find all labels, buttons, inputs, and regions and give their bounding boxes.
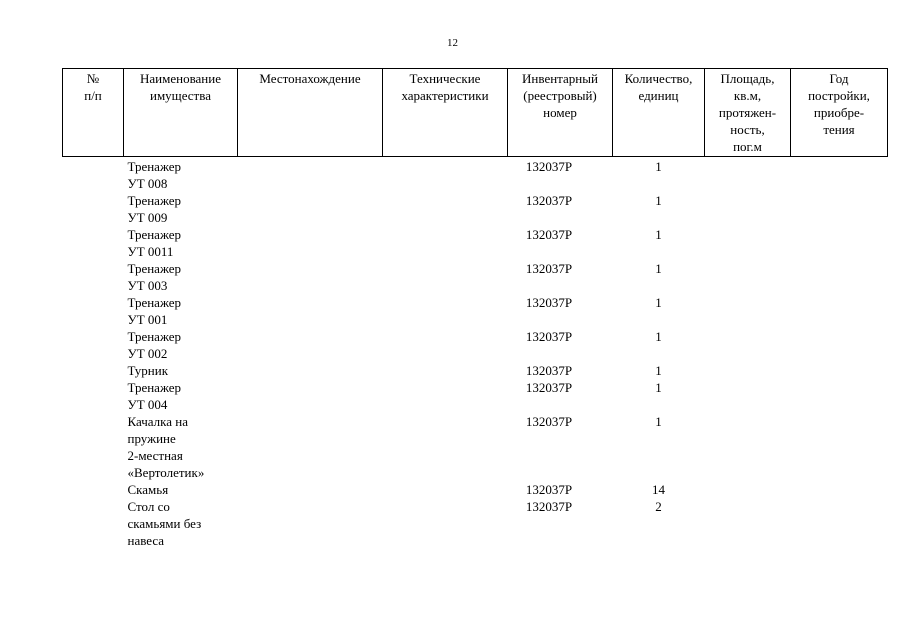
- cell-row-number: [63, 362, 124, 379]
- table-row: [63, 379, 888, 413]
- cell-property-name: Тренажер УТ 001: [127, 295, 182, 327]
- header-technical-specs: Технические характеристики: [383, 69, 508, 157]
- cell-row-number: [63, 328, 124, 362]
- header-location: Местонахождение: [238, 69, 383, 157]
- cell-technical-specs: [383, 498, 508, 549]
- cell-technical-specs: [383, 157, 508, 193]
- cell-location: [238, 294, 383, 328]
- table-row: [63, 498, 888, 549]
- cell-property-name: Стол со скамьями без навеса: [127, 499, 202, 548]
- table-row: [63, 328, 888, 362]
- cell-area-length: [705, 481, 791, 498]
- cell-quantity: 1: [655, 159, 662, 174]
- cell-quantity: 2: [655, 499, 662, 514]
- cell-year-built: [791, 481, 888, 498]
- property-register-table: [62, 68, 888, 549]
- cell-quantity: 14: [652, 482, 665, 497]
- cell-year-built: [791, 362, 888, 379]
- cell-year-built: [791, 294, 888, 328]
- cell-inventory-number: 132037Р: [525, 380, 573, 395]
- table-row: [63, 192, 888, 226]
- cell-quantity: 1: [655, 261, 662, 276]
- cell-technical-specs: [383, 328, 508, 362]
- cell-quantity: 1: [655, 193, 662, 208]
- cell-year-built: [791, 192, 888, 226]
- header-quantity: Количество, единиц: [613, 69, 705, 157]
- cell-year-built: [791, 413, 888, 481]
- header-row: [63, 69, 888, 157]
- header-property-name: Наименование имущества: [124, 69, 238, 157]
- cell-property-name: Качалка на пружине 2-местная «Вертолетик»: [127, 414, 205, 480]
- cell-area-length: [705, 226, 791, 260]
- cell-area-length: [705, 328, 791, 362]
- cell-row-number: [63, 260, 124, 294]
- cell-inventory-number: 132037Р: [525, 329, 573, 344]
- cell-quantity: 1: [655, 363, 662, 378]
- cell-inventory-number: 132037Р: [525, 363, 573, 378]
- cell-row-number: [63, 157, 124, 193]
- cell-inventory-number: 132037Р: [525, 482, 573, 497]
- cell-row-number: [63, 226, 124, 260]
- table-row: [63, 226, 888, 260]
- cell-technical-specs: [383, 413, 508, 481]
- cell-property-name: Скамья: [127, 482, 169, 497]
- cell-row-number: [63, 481, 124, 498]
- cell-location: [238, 260, 383, 294]
- cell-technical-specs: [383, 481, 508, 498]
- cell-inventory-number: 132037Р: [525, 414, 573, 429]
- header-area-length: Площадь, кв.м, протяжен- ность, пог.м: [705, 69, 791, 157]
- cell-location: [238, 157, 383, 193]
- cell-quantity: 1: [655, 414, 662, 429]
- cell-property-name: Тренажер УТ 003: [127, 261, 182, 293]
- table-body: [63, 157, 888, 550]
- cell-technical-specs: [383, 260, 508, 294]
- cell-row-number: [63, 413, 124, 481]
- cell-technical-specs: [383, 379, 508, 413]
- cell-area-length: [705, 498, 791, 549]
- cell-area-length: [705, 294, 791, 328]
- cell-location: [238, 379, 383, 413]
- page-number: 12: [447, 37, 458, 49]
- cell-location: [238, 226, 383, 260]
- cell-inventory-number: 132037Р: [525, 499, 573, 514]
- cell-year-built: [791, 157, 888, 193]
- table-row: [63, 157, 888, 193]
- header-row-number: № п/п: [63, 69, 124, 157]
- cell-row-number: [63, 498, 124, 549]
- table-row: [63, 260, 888, 294]
- cell-location: [238, 498, 383, 549]
- cell-property-name: Тренажер УТ 009: [127, 193, 182, 225]
- table-row: [63, 481, 888, 498]
- header-inventory-number: Инвентарный (реестровый) номер: [508, 69, 613, 157]
- cell-year-built: [791, 379, 888, 413]
- cell-area-length: [705, 413, 791, 481]
- cell-property-name: Турник: [127, 363, 169, 378]
- cell-inventory-number: 132037Р: [525, 227, 573, 242]
- cell-row-number: [63, 379, 124, 413]
- cell-technical-specs: [383, 226, 508, 260]
- cell-area-length: [705, 379, 791, 413]
- cell-location: [238, 192, 383, 226]
- cell-area-length: [705, 260, 791, 294]
- cell-area-length: [705, 362, 791, 379]
- cell-year-built: [791, 226, 888, 260]
- cell-inventory-number: 132037Р: [525, 261, 573, 276]
- table-row: [63, 294, 888, 328]
- cell-location: [238, 362, 383, 379]
- cell-property-name: Тренажер УТ 002: [127, 329, 182, 361]
- cell-row-number: [63, 294, 124, 328]
- cell-area-length: [705, 157, 791, 193]
- cell-property-name: Тренажер УТ 0011: [127, 227, 182, 259]
- cell-year-built: [791, 260, 888, 294]
- cell-inventory-number: 132037Р: [525, 295, 573, 310]
- cell-quantity: 1: [655, 329, 662, 344]
- cell-property-name: Тренажер УТ 008: [127, 159, 182, 191]
- cell-property-name: Тренажер УТ 004: [127, 380, 182, 412]
- table-row: [63, 413, 888, 481]
- cell-location: [238, 413, 383, 481]
- cell-inventory-number: 132037Р: [525, 193, 573, 208]
- table-header: [63, 69, 888, 157]
- cell-quantity: 1: [655, 227, 662, 242]
- cell-inventory-number: 132037Р: [525, 159, 573, 174]
- table-row: [63, 362, 888, 379]
- cell-year-built: [791, 328, 888, 362]
- cell-location: [238, 328, 383, 362]
- cell-area-length: [705, 192, 791, 226]
- header-year-built: Год постройки, приобре- тения: [791, 69, 888, 157]
- cell-year-built: [791, 498, 888, 549]
- cell-technical-specs: [383, 362, 508, 379]
- cell-technical-specs: [383, 294, 508, 328]
- cell-location: [238, 481, 383, 498]
- cell-quantity: 1: [655, 380, 662, 395]
- cell-row-number: [63, 192, 124, 226]
- cell-technical-specs: [383, 192, 508, 226]
- cell-quantity: 1: [655, 295, 662, 310]
